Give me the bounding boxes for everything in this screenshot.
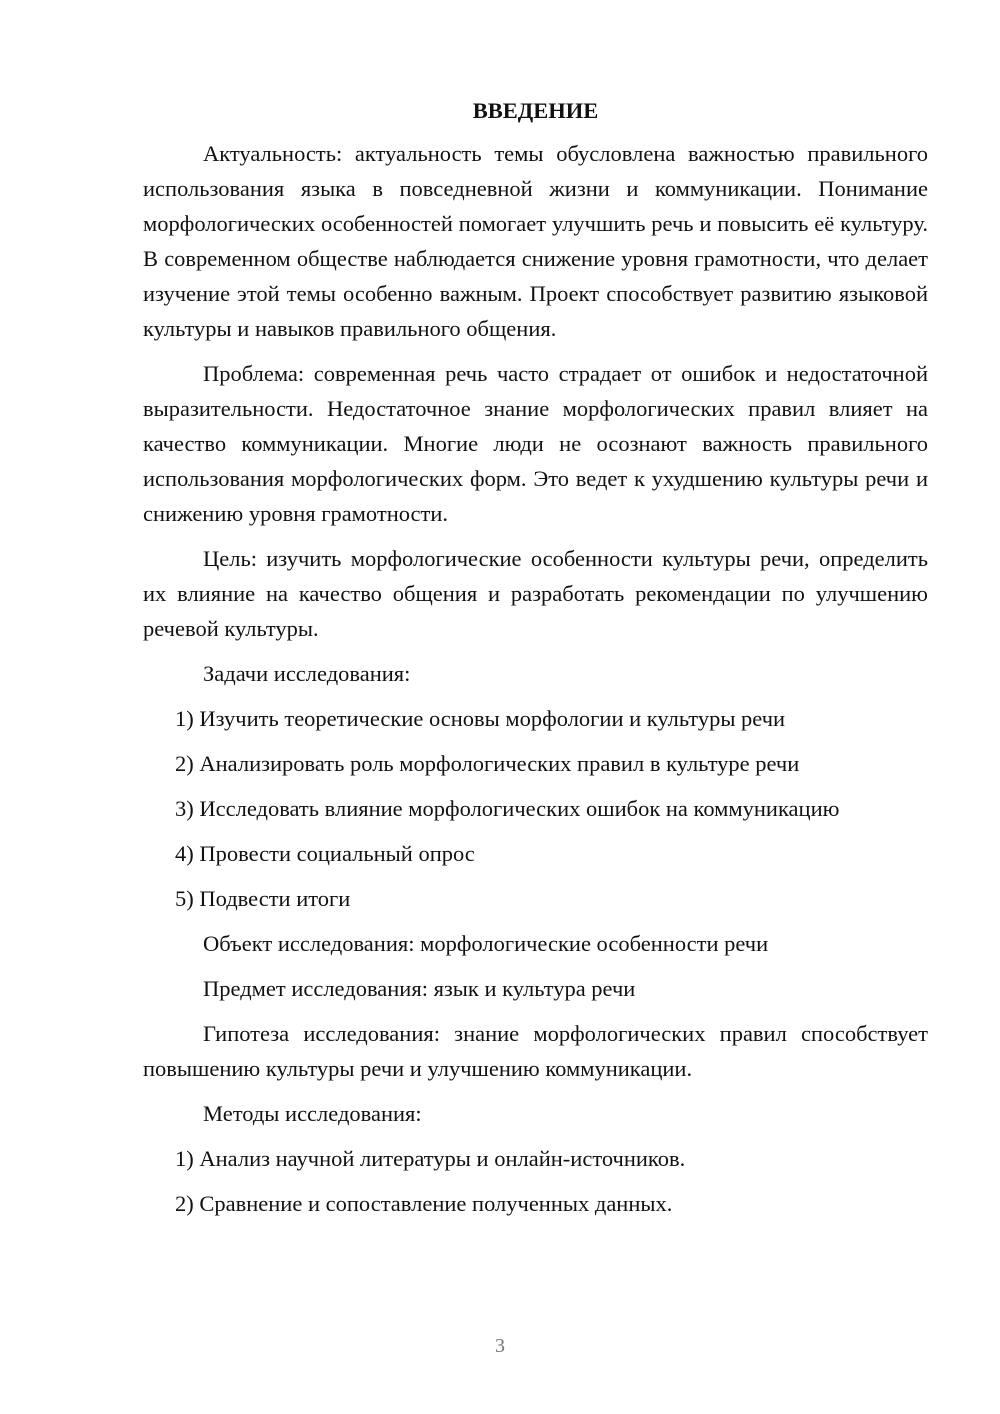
tasks-heading: Задачи исследования: — [203, 661, 411, 686]
object-line: Объект исследования: морфологические особенности речи — [203, 931, 769, 956]
goal-paragraph: Цель: изучить морфологические особенности культуры речи, определить их влияние на качество общения и разработать рекомендации по улучшению речевой культуры. — [143, 546, 928, 641]
problem-paragraph: Проблема: современная речь часто страдает от ошибок и недостаточной выразительности. Недостаточное знание морфологических правил влияет на качество коммуникации. Многие люди не осознают важность правильного использования морфологических форм. Это ведет к ухудшению культуры речи и снижению уровня грамотности. — [143, 361, 928, 526]
task-item: 4) Провести социальный опрос — [175, 841, 475, 866]
task-item: 3) Исследовать влияние морфологических ошибок на коммуникацию — [175, 796, 840, 821]
actuality-paragraph: Актуальность: актуальность темы обусловлена важностью правильного использования языка в повседневной жизни и коммуникации. Понимание морфологических особенностей помогает улучшить речь и повысить её культуру. В современном обществе наблюдается снижение уровня грамотности, что делает изучение этой темы особенно важным. Проект способствует развитию языковой культуры и навыков правильного общения. — [143, 141, 928, 341]
method-item: 2) Сравнение и сопоставление полученных данных. — [175, 1191, 673, 1216]
subject-line: Предмет исследования: язык и культура речи — [203, 976, 636, 1001]
document-body — [143, 93, 928, 1231]
hypothesis-paragraph: Гипотеза исследования: знание морфологических правил способствует повышению культуры речи и улучшению коммуникации. — [143, 1021, 928, 1081]
section-title: ВВЕДЕНИЕ — [472, 98, 599, 123]
page-number: 3 — [495, 1335, 505, 1357]
task-item: 2) Анализировать роль морфологических правил в культуре речи — [175, 751, 800, 776]
task-item: 1) Изучить теоретические основы морфологии и культуры речи — [175, 706, 786, 731]
task-item: 5) Подвести итоги — [175, 886, 351, 911]
methods-heading: Методы исследования: — [203, 1101, 422, 1126]
method-item: 1) Анализ научной литературы и онлайн-источников. — [175, 1146, 686, 1171]
